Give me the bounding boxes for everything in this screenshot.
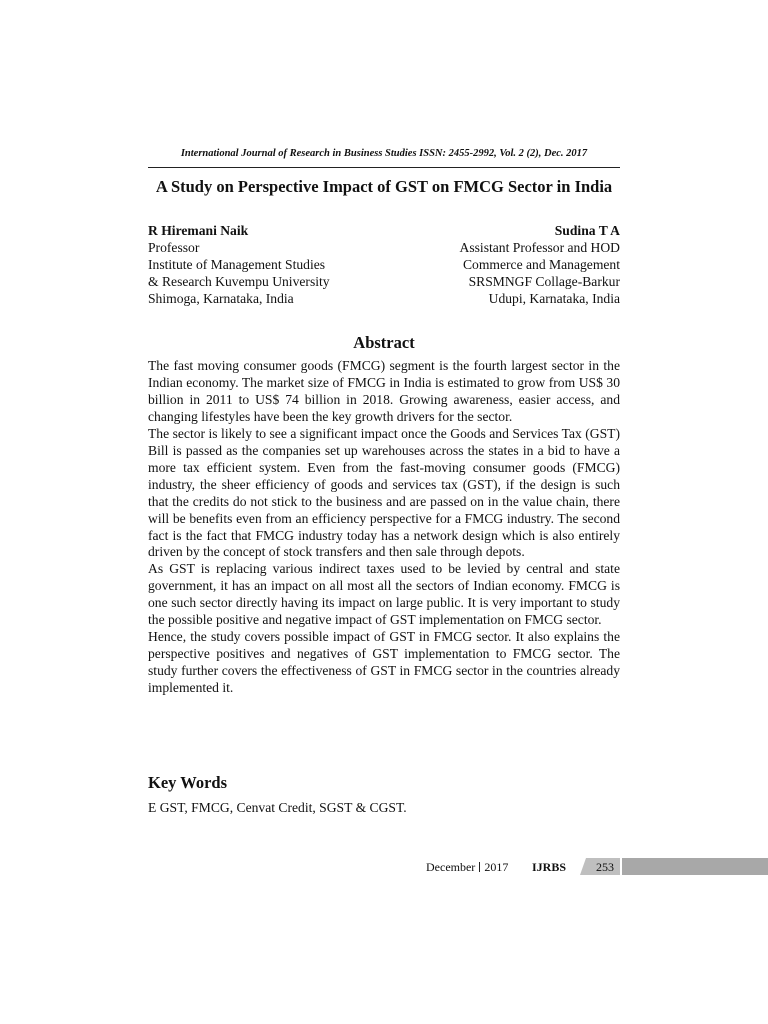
footer-year: 2017 (484, 860, 509, 874)
abstract-body (148, 358, 620, 697)
keywords-text: E GST, FMCG, Cenvat Credit, SGST & CGST. (148, 800, 407, 815)
abstract-paragraph: Hence, the study covers possible impact of GST in FMCG sector. It also explains the perspective positives and negatives of GST implementation to FMCG sector. The study further covers the effectiveness of GST in FMCG sector in the countries already implemented it. (148, 629, 620, 696)
author-affiliation-line: Commerce and Management (462, 257, 620, 272)
abstract-paragraph: The sector is likely to see a significant impact once the Goods and Services Tax (GST) Bill is passed as the companies set up warehouses across the states in a bid to have a more tax efficient system. Even from the fast-moving consumer goods (FMCG) industry, the sheer efficiency of goods and services tax (GST), if the design is such that the credits do not stick to the business and are passed on in the value chain, there will be benefits even from an efficiency perspective for a FMCG industry. The second fact is the fact that FMCG industry today has a network design which is also entirely driven by the concept of stock transfers and then sale through depots. (148, 425, 620, 560)
footer-date (426, 860, 508, 875)
page-footer (0, 858, 768, 878)
author-name: Sudina T A (554, 223, 620, 238)
keywords-heading: Key Words (148, 773, 227, 792)
author-block-second (460, 222, 620, 307)
footer-separator (479, 862, 480, 872)
abstract-heading: Abstract (353, 333, 415, 352)
author-affiliation-line: Institute of Management Studies (148, 257, 326, 272)
author-name: R Hiremani Naik (148, 223, 249, 238)
author-block-first (148, 222, 330, 307)
author-affiliation-line: Professor (148, 240, 200, 255)
footer-month: December (426, 860, 476, 874)
footer-journal-abbrev: IJRBS (532, 860, 567, 874)
author-affiliation-line: & Research Kuvempu University (148, 274, 330, 289)
abstract-paragraph: The fast moving consumer goods (FMCG) segment is the fourth largest sector in the Indian economy. The market size of FMCG in India is estimated to grow from US$ 30 billion in 2011 to US$ 74 billion in 2018. Growing awareness, easier access, and changing lifestyles have been the key growth drivers for the sector. (148, 358, 620, 424)
author-affiliation-line: Udupi, Karnataka, India (488, 291, 620, 306)
journal-header: International Journal of Research in Business Studies ISSN: 2455-2992, Vol. 2 (2), Dec. 2017 (180, 148, 588, 159)
author-affiliation-line: Shimoga, Karnataka, India (148, 291, 294, 306)
paper-title: A Study on Perspective Impact of GST on FMCG Sector in India (155, 177, 613, 196)
abstract-paragraph: As GST is replacing various indirect taxes used to be levied by central and state government, it has an impact on all most all the sectors of Indian economy. FMCG is one such sector directly having its impact on large public. It is very important to study the possible positive and negative impact of GST implementation on FMCG sector. (148, 561, 620, 628)
author-affiliation-line: Assistant Professor and HOD (459, 240, 620, 255)
header-rule (148, 167, 620, 168)
footer-page-number: 253 (596, 860, 614, 874)
footer-bar (622, 858, 768, 875)
author-affiliation-line: SRSMNGF Collage-Barkur (468, 274, 620, 289)
